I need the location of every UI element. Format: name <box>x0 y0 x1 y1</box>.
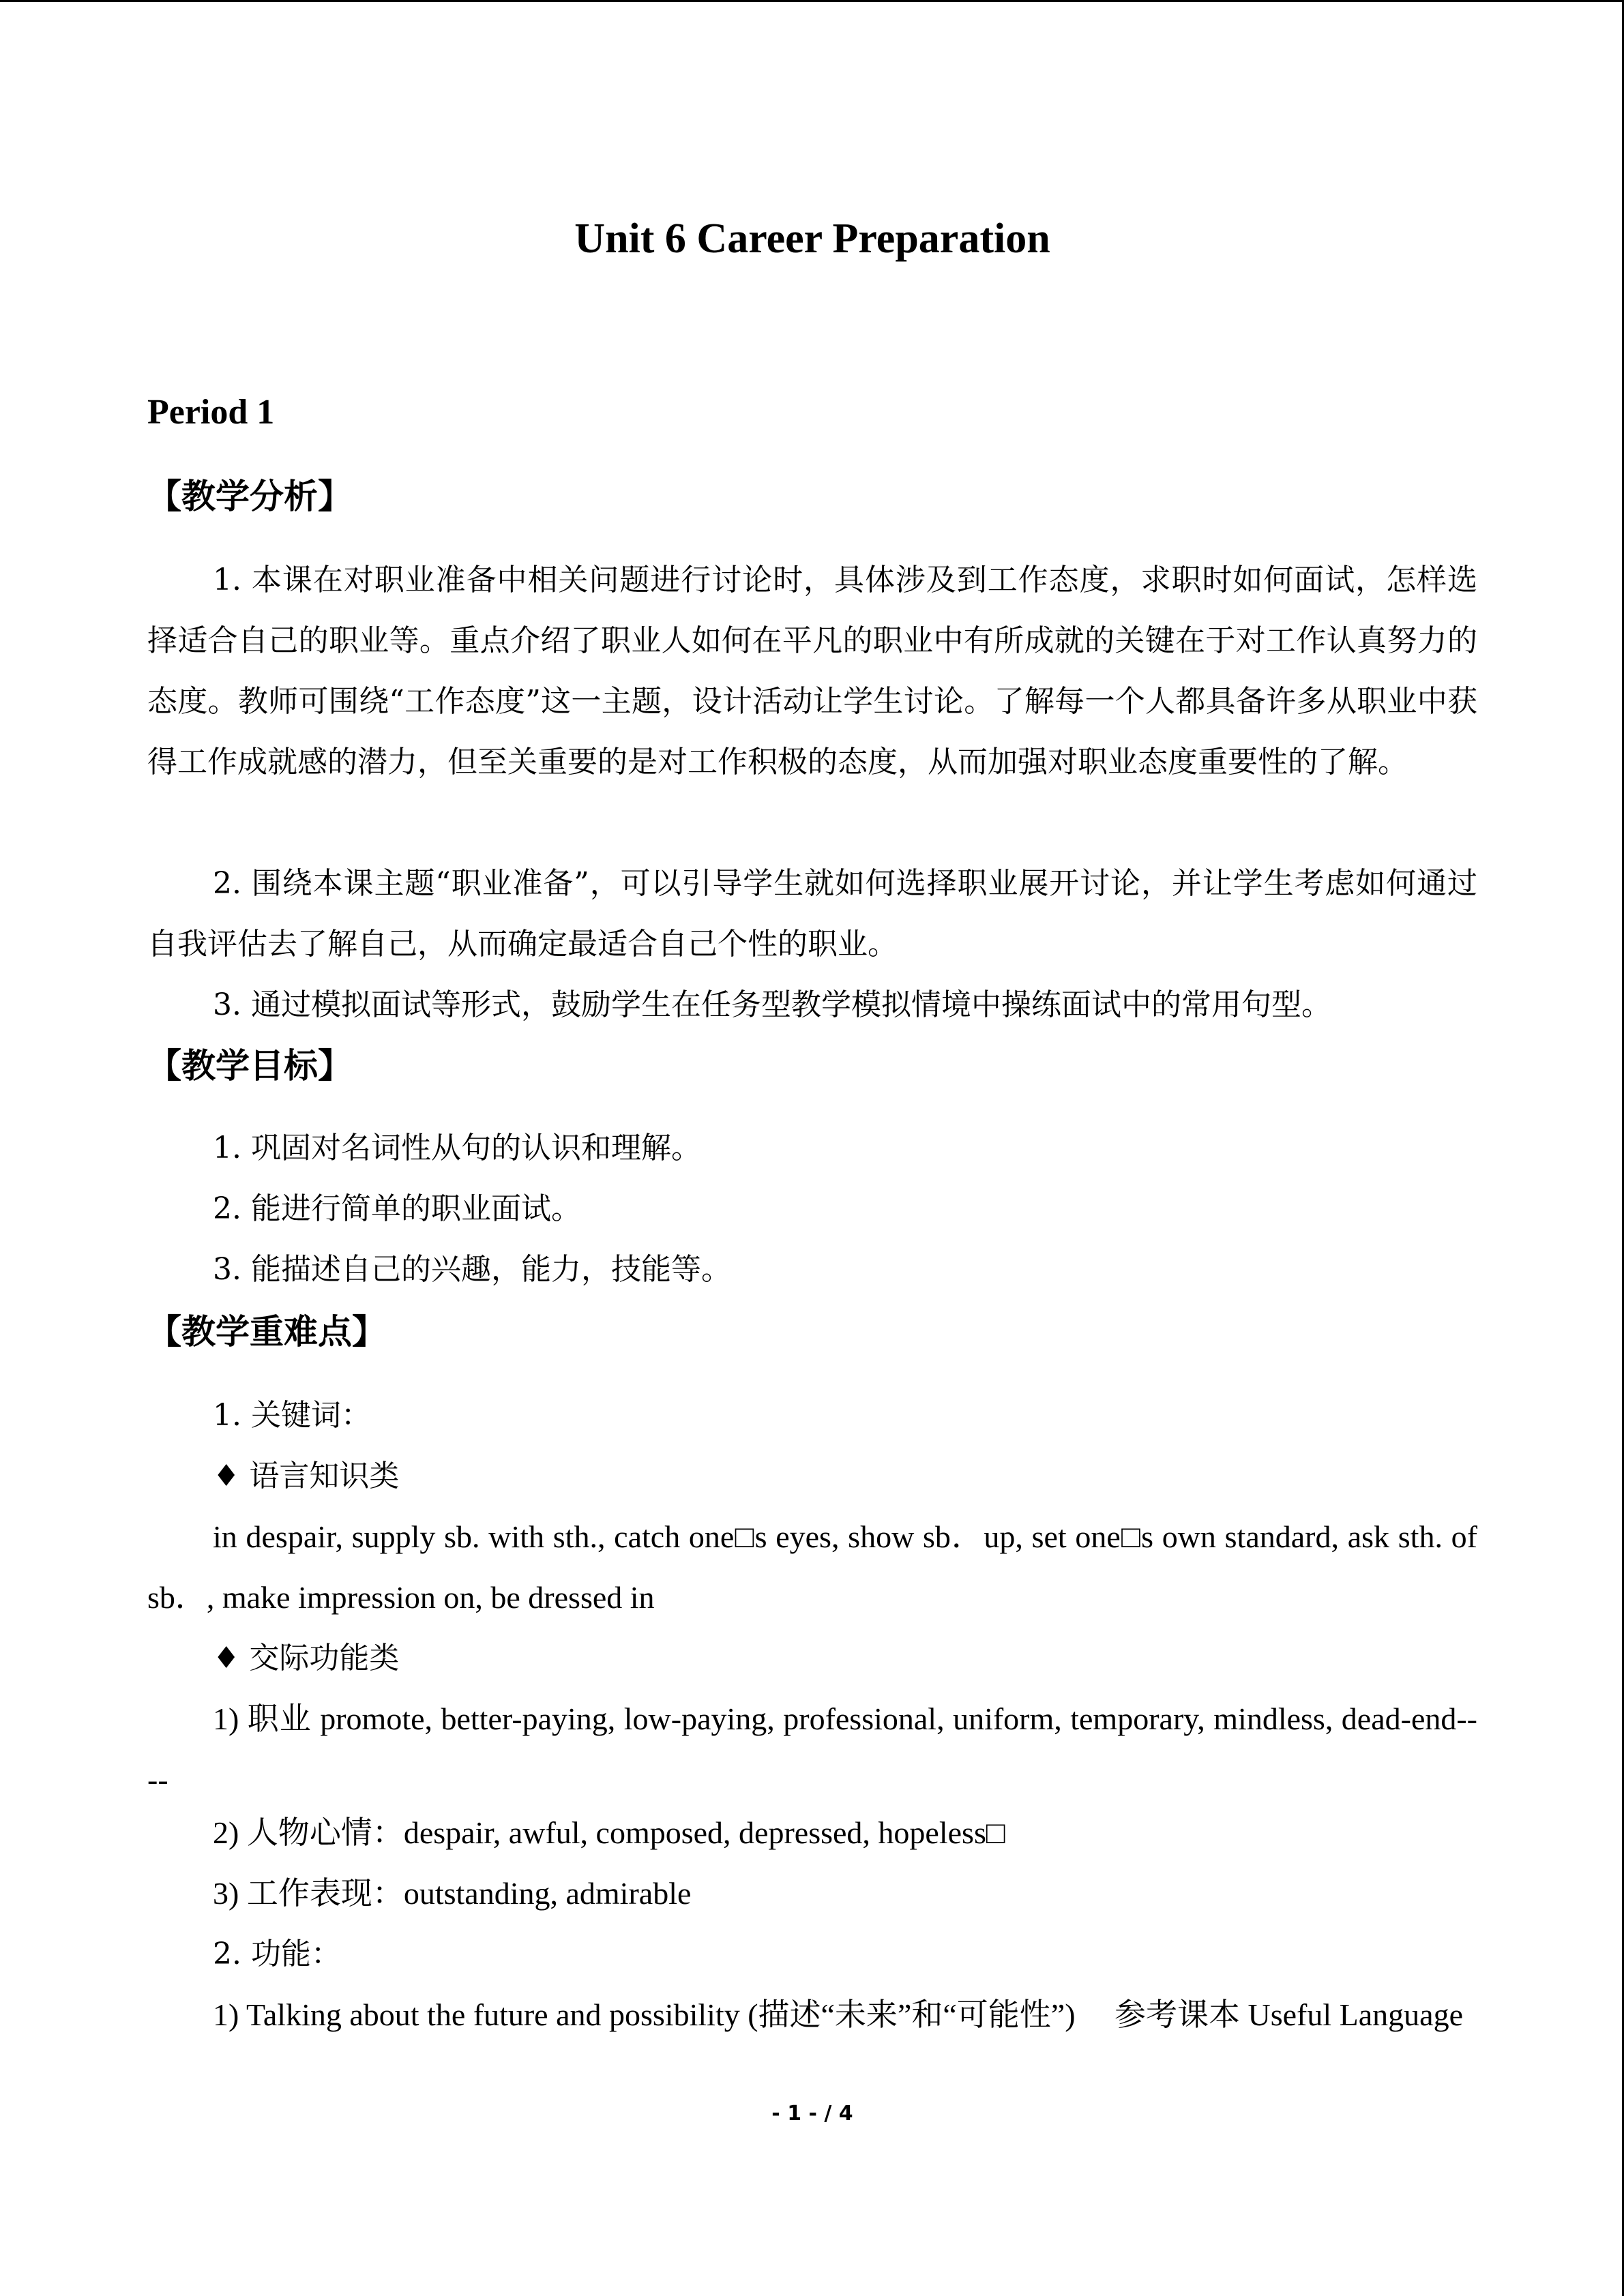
period-heading: Period 1 <box>147 393 275 432</box>
document-title: Unit 6 Career Preparation <box>574 215 1050 262</box>
analysis-paragraph-2: 2. 围绕本课主题“职业准备”，可以引导学生就如何选择职业展开讨论，并让学生考虑如何通过自我评估去了解自己，从而确定最适合自己个性的职业。 <box>147 866 1477 961</box>
analysis-paragraph-1: 1. 本课在对职业准备中相关问题进行讨论时，具体涉及到工作态度，求职时如何面试，怎样选择适合自己的职业等。重点介绍了职业人如何在平凡的职业中有所成就的关键在于对工作认真努力的态度。教师可围绕“工作态度”这一主题，设计活动让学生讨论。了解每一个人都具备许多从职业中获得工作成就感的潜力，但至关重要的是对工作积极的态度，从而加强对职业态度重要性的了解。 <box>147 563 1477 779</box>
section-heading-analysis: 【教学分析】 <box>147 477 352 516</box>
keywords-label: 1. 关键词： <box>213 1398 371 1433</box>
mood-vocabulary: 2) 人物心情：despair, awful, composed, depressed, hopeless□ <box>213 1815 1005 1850</box>
function-label: 2. 功能： <box>213 1937 341 1971</box>
function-item-1: 1) Talking about the future and possibility (描述“未来”和“可能性”) 参考课本 Useful Language <box>213 1997 1463 2032</box>
goal-item-3: 3. 能描述自己的兴趣，能力，技能等。 <box>213 1252 731 1287</box>
language-knowledge-label: ♦ 语言知识类 <box>213 1459 400 1493</box>
goal-item-2: 2. 能进行简单的职业面试。 <box>213 1191 581 1226</box>
language-knowledge-text: in despair, supply sb. with sth., catch one□s eyes, show sb．up, set one□s own standard, ask sth. of sb．, make impression on, be dressed in <box>147 1519 1477 1615</box>
analysis-paragraph-3: 3. 通过模拟面试等形式，鼓励学生在任务型教学模拟情境中操练面试中的常用句型。 <box>213 987 1331 1022</box>
goal-item-1: 1. 巩固对名词性从句的认识和理解。 <box>213 1131 701 1165</box>
page-number: - 1 - / 4 <box>771 2102 853 2126</box>
communication-function-label: ♦ 交际功能类 <box>213 1641 400 1675</box>
section-heading-key-points: 【教学重难点】 <box>147 1312 386 1352</box>
page-border-top <box>0 0 1624 2</box>
performance-vocabulary: 3) 工作表现：outstanding, admirable <box>213 1876 692 1911</box>
section-heading-goals: 【教学目标】 <box>147 1046 352 1086</box>
career-vocabulary: 1) 职业 promote, better-paying, low-paying, professional, uniform, temporary, mindless, dead-end---- <box>147 1701 1477 1797</box>
